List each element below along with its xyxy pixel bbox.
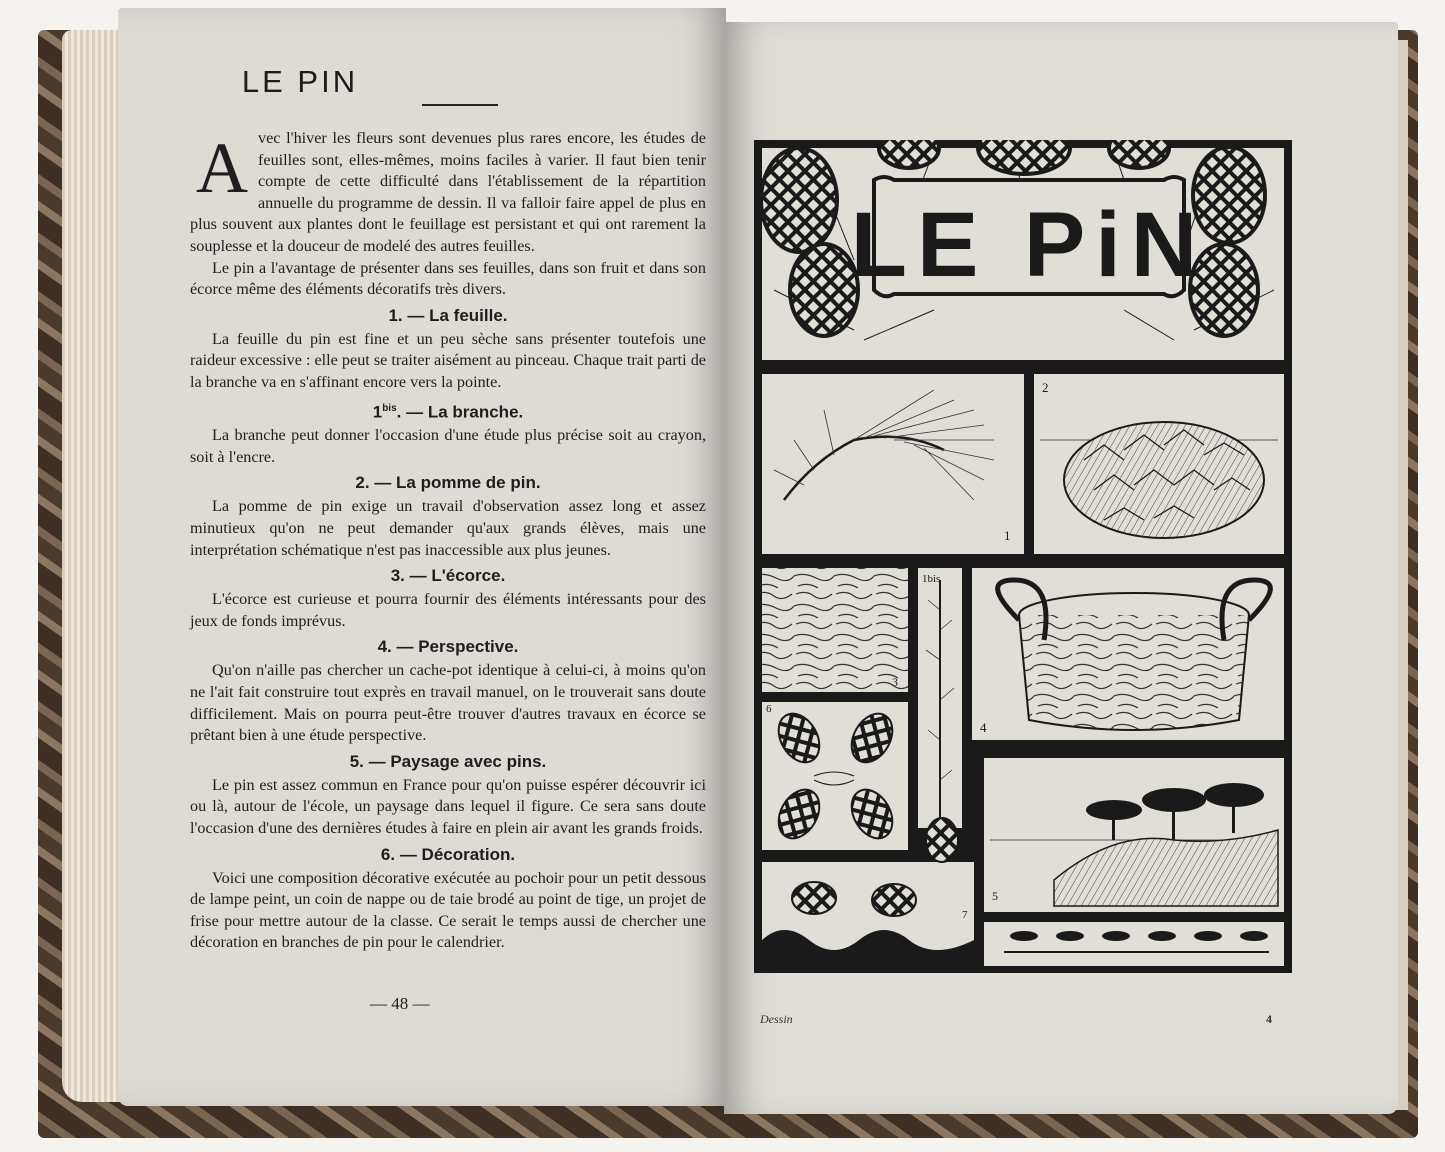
section-text: Qu'on n'aille pas chercher un cache-pot identique à celui-ci, à moins qu'on ne l'ait fait construire tout exprès en travail manuel, on le trouverait sans doute difficilement. Mais on pourra peut-être trouver d'autres travaux en écorce se prêtant bien à une étude perspective. [190, 661, 706, 745]
intro-paragraph [190, 128, 706, 258]
section-text: L'écorce est curieuse et pourra fournir des éléments intéressants pour des jeux de fonds imprévus. [190, 590, 706, 630]
panel-landscape [984, 758, 1284, 912]
panel-pine-cone [1034, 374, 1284, 554]
panel-branch [762, 374, 1024, 554]
panel-number: 6 [766, 703, 772, 715]
panel-number: 1bis [922, 573, 941, 585]
section-number: 1 [372, 402, 383, 422]
pine-cone-icon [761, 148, 837, 252]
footer-subject: Dessin [760, 1012, 793, 1026]
page-number: — 48 — [370, 994, 430, 1013]
section-heading: 3. — L'écorce. [390, 566, 506, 586]
section-heading [190, 399, 706, 423]
footer-plate-number: 4 [1266, 1012, 1272, 1026]
plate-title: LE PiN [850, 194, 1208, 296]
section-heading-text: . — La branche. [396, 402, 524, 422]
panel-number: 3 [892, 675, 898, 689]
pine-cone-icon [1109, 140, 1169, 168]
section-heading: 2. — La pomme de pin. [355, 473, 541, 493]
pine-cone-icon [879, 140, 939, 168]
section-heading: 4. — Perspective. [377, 637, 519, 657]
section-superscript: bis [382, 402, 397, 414]
intro-text: vec l'hiver les fleurs sont devenues plus rares encore, les études de feuilles sont, elles-mêmes, moins faciles à varier. Il faut bien tenir compte de cette difficulté dans l'établissement de la répartition annuelle du programme de dessin. Il va falloir faire appel de plus en plus souvent aux plantes dont le feuillage est persistant et qui ont rarement la souplesse et la douceur de modelé des autres feuilles. [190, 129, 706, 255]
section-text: La feuille du pin est fine et un peu sèche sans présenter toutefois une raideur excessive : elle peut se traiter aisément au pinceau. Chaque trait parti de la branche va en s'affinant encore vers la pointe. [190, 329, 706, 391]
page-title: LE PIN [241, 64, 359, 99]
header-panel [761, 140, 1284, 360]
pine-cone-icon [790, 244, 858, 336]
title-rule [422, 104, 498, 106]
plate-artwork [754, 140, 1292, 973]
section-heading: 6. — Décoration. [380, 844, 516, 864]
panel-number: 1 [1004, 528, 1011, 543]
section-heading: 1. — La feuille. [388, 305, 508, 325]
panel-branch-detail [918, 568, 962, 828]
intro-paragraph-2: Le pin a l'avantage de présenter dans ses feuilles, dans son fruit et dans son écorce même des éléments décoratifs très divers. [190, 258, 706, 299]
section-text: Voici une composition décorative exécutée au pochoir pour un petit dessous de lampe peint, un coin de nappe ou de taie brodé au point de tige, un projet de frise pour mettre autour de la classe. Ce serait le temps aussi de chercher une décoration en branches de pin pour le calendrier. [190, 868, 706, 952]
drop-cap: A [196, 128, 248, 208]
panel-frieze [984, 922, 1284, 966]
panel-cone-pattern [762, 702, 908, 850]
article-body [190, 128, 706, 954]
panel-bark [762, 568, 908, 692]
panel-number: 4 [980, 720, 987, 735]
section-text: La pomme de pin exige un travail d'observation assez long et assez minutieux qu'on ne peut demander qu'aux grands élèves, mais une interprétation schématique n'est pas inaccessible aux plus jeunes. [190, 497, 706, 559]
panel-cache-pot [972, 568, 1284, 740]
panel-number: 7 [962, 909, 968, 921]
panel-number: 2 [1042, 380, 1049, 395]
illustration-plate [754, 140, 1292, 973]
section-text: Le pin est assez commun en France pour qu'on puisse espérer découvrir ici ou là, autour de l'école, un paysage dans lequel il figure. Ce sera sans doute l'occasion d'une des dernières études à faire en plein air avant les grands froids. [190, 775, 706, 837]
section-heading: 5. — Paysage avec pins. [349, 751, 547, 771]
panel-number: 5 [992, 889, 998, 903]
section-text: La branche peut donner l'occasion d'une étude plus précise soit au crayon, soit à l'encre. [190, 426, 706, 466]
